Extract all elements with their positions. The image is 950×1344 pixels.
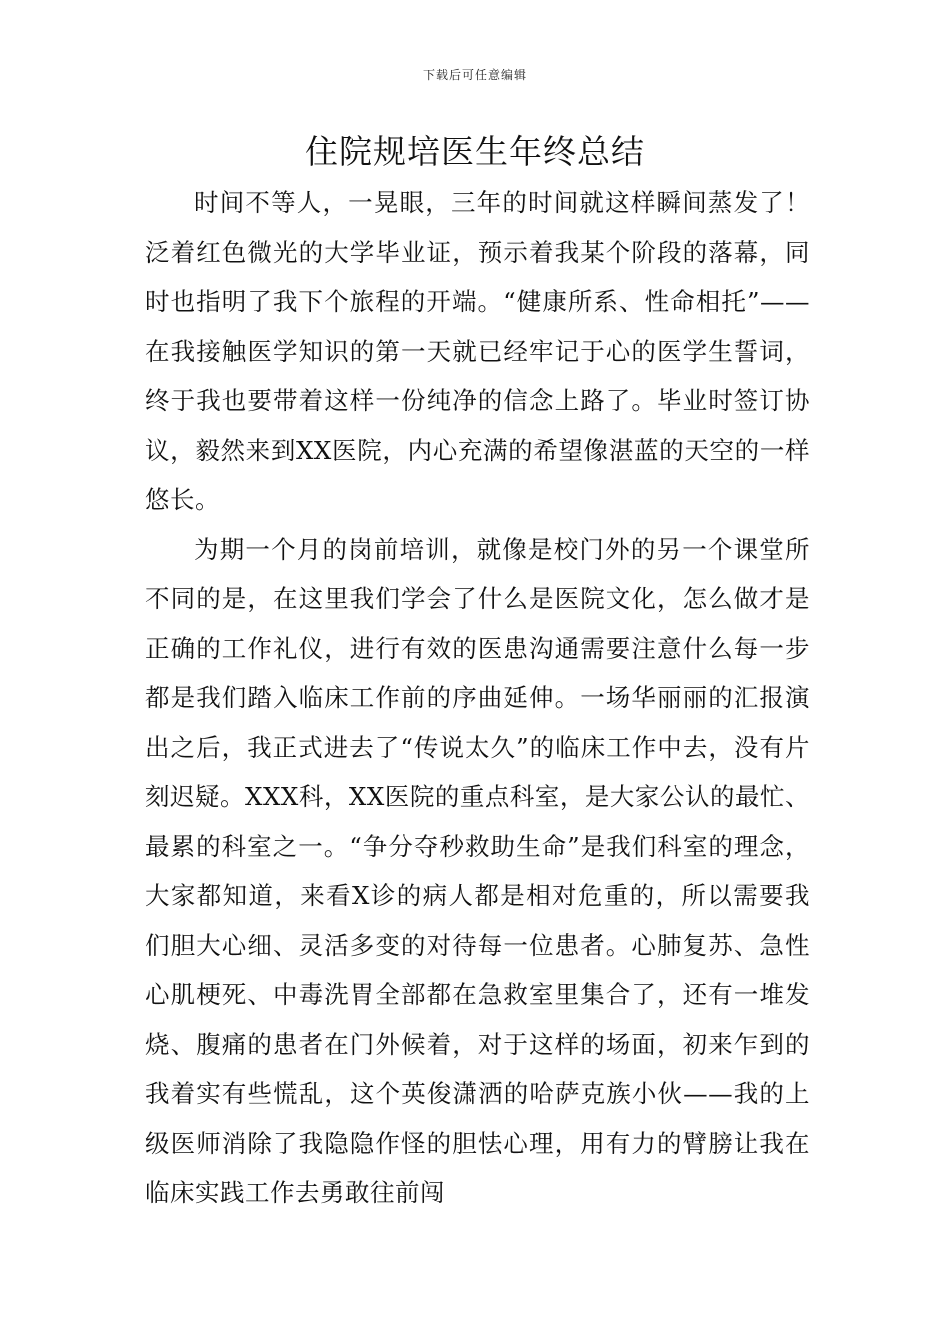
header-note: 下载后可任意编辑	[422, 68, 527, 82]
document-body	[145, 178, 810, 1218]
paragraph-2: 为期一个月的岗前培训，就像是校门外的另一个课堂所不同的是，在这里我们学会了什么是医院文化，怎么做才是正确的工作礼仪，进行有效的医患沟通需要注意什么每一步都是我们踏入临床工作前的序曲延伸。一场华丽丽的汇报演出之后，我正式进去了“传说太久”的临床工作中去，没有片刻迟疑。XXX科，XX医院的重点科室，是大家公认的最忙、最累的科室之一。“争分夺秒救助生命”是我们科室的理念，大家都知道，来看X诊的病人都是相对危重的，所以需要我们胆大心细、灵活多变的对待每一位患者。心肺复苏、急性心肌梗死、中毒洗胃全部都在急救室里集合了，还有一堆发烧、腹痛的患者在门外候着，对于这样的场面，初来乍到的我着实有些慌乱，这个英俊潇洒的哈萨克族小伙——我的上级医师消除了我隐隐作怪的胆怯心理，用有力的臂膀让我在临床实践工作去勇敢往前闯	[145, 534, 810, 1207]
paragraph-1: 时间不等人，一晃眼，三年的时间就这样瞬间蒸发了！泛着红色微光的大学毕业证，预示着我某个阶段的落幕，同时也指明了我下个旅程的开端。“健康所系、性命相托”——在我接触医学知识的第一天就已经牢记于心的医学生誓词，终于我也要带着这样一份纯净的信念上路了。毕业时签订协议，毅然来到XX医院，内心充满的希望像湛蓝的天空的一样悠长。	[145, 188, 810, 514]
document-title: 住院规培医生年终总结	[305, 132, 645, 171]
